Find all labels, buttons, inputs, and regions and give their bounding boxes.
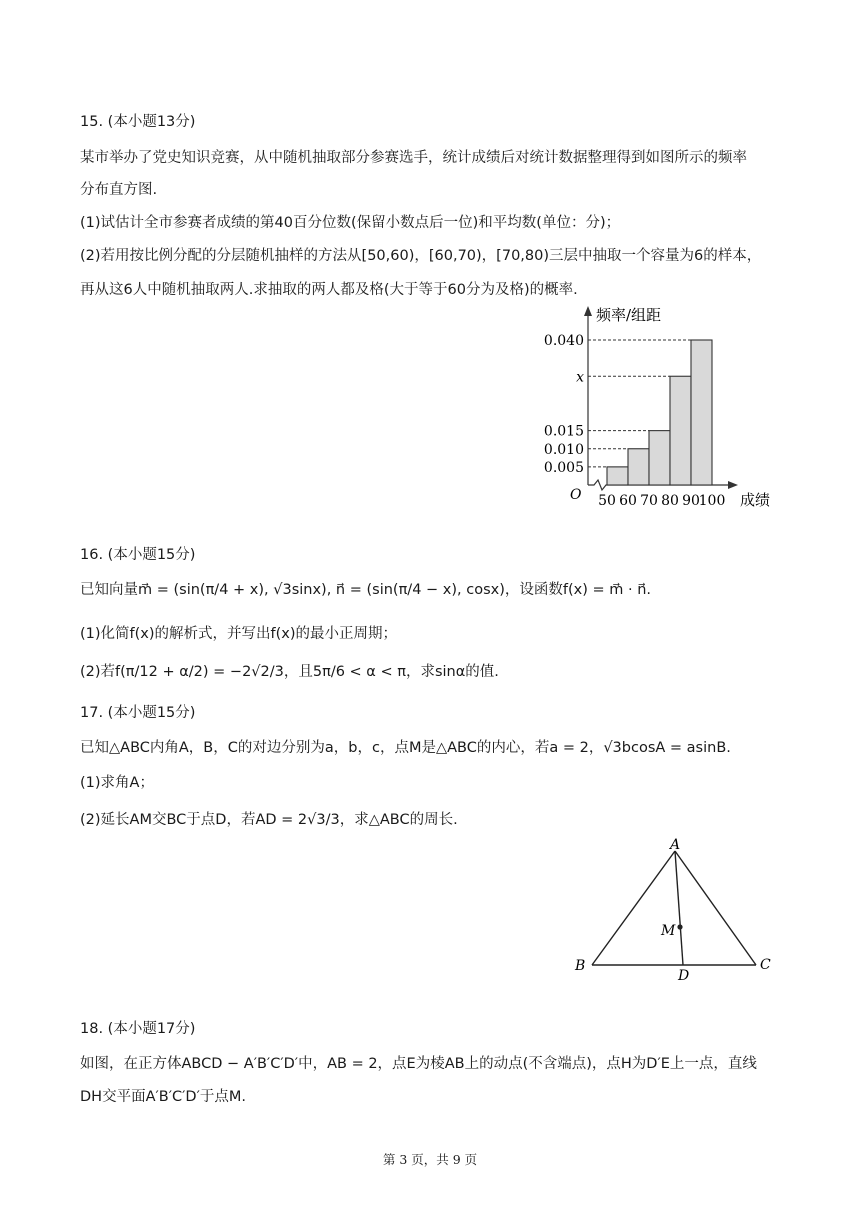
q15-line-5: 再从这6人中随机抽取两人.求抽取的两人都及格(大于等于60分为及格)的概率.: [80, 282, 578, 298]
y-tick-label: 0.040: [543, 333, 584, 349]
y-tick-label: 0.005: [543, 459, 584, 476]
page-footer: 第 3 页，共 9 页: [382, 1152, 478, 1167]
label-b: B: [575, 958, 586, 974]
q16-line-3: (2)若f(π/12 + α/2) = −2√2/3，且5π/6 < α < π，求sinα的值.: [80, 664, 499, 680]
y-tick-label: x: [576, 369, 584, 386]
q17-header: 17. (本小题15分): [80, 705, 196, 721]
frequency-histogram: [530, 300, 790, 515]
q16-line-2: (1)化简f(x)的解析式，并写出f(x)的最小正周期；: [80, 626, 398, 642]
q18-header: 18. (本小题17分): [80, 1021, 196, 1037]
q18-line-1: 如图，在正方体ABCD − A′B′C′D′中，AB = 2，点E为棱AB上的动点(不含端点)，点H为D′E上一点，直线: [80, 1056, 757, 1072]
histogram-bar: [628, 449, 649, 485]
q15-line-4: (2)若用按比例分配的分层随机抽样的方法从[50,60)，[60,70)，[70,80)三层中抽取一个容量为6的样本，: [80, 248, 762, 264]
histogram-bar: [607, 467, 628, 485]
y-axis-label: 频率/组距: [596, 306, 662, 324]
x-axis-label: 成绩: [740, 491, 771, 509]
y-tick-label: 0.015: [543, 423, 584, 440]
side-ac: [675, 851, 756, 965]
y-tick-label: 0.010: [543, 441, 584, 458]
y-axis-arrow: [584, 306, 592, 316]
x-tick-label: 90: [682, 493, 700, 509]
x-tick-label: 70: [640, 493, 658, 509]
q17-line-3: (2)延长AM交BC于点D，若AD = 2√3/3，求△ABC的周长.: [80, 812, 458, 828]
x-tick-label: 100: [698, 493, 726, 509]
label-c: C: [760, 957, 771, 973]
label-d: D: [678, 968, 690, 984]
q16-header: 16. (本小题15分): [80, 547, 196, 563]
triangle-figure: [565, 835, 785, 985]
q15-line-1: 某市举办了党史知识竞赛，从中随机抽取部分参赛选手，统计成绩后对统计数据整理得到如图所示的频率: [80, 150, 747, 166]
x-tick-label: 80: [661, 493, 679, 509]
segment-ad: [675, 851, 683, 965]
q15-line-3: (1)试估计全市参赛者成绩的第40百分位数(保留小数点后一位)和平均数(单位：分)；: [80, 215, 621, 231]
q15-header: 15. (本小题13分): [80, 114, 196, 130]
q17-line-2: (1)求角A；: [80, 775, 154, 791]
label-m: M: [661, 923, 676, 939]
label-a: A: [670, 837, 681, 853]
x-tick-label: 50: [598, 493, 616, 509]
q16-line-1: 已知向量m⃗ = (sin(π/4 + x), √3sinx), n⃗ = (sin(π/4 − x), cosx)，设函数f(x) = m⃗ · n⃗.: [80, 582, 652, 598]
q17-line-1: 已知△ABC内角A，B，C的对边分别为a，b，c，点M是△ABC的内心，若a = 2，√3bcosA = asinB.: [80, 740, 731, 756]
side-ab: [592, 851, 675, 965]
histogram-bar: [670, 376, 691, 485]
histogram-bar: [649, 431, 670, 485]
point-m: [677, 924, 682, 929]
histogram-bar: [691, 340, 712, 485]
x-tick-label: 60: [619, 493, 637, 509]
origin-label: O: [570, 487, 582, 503]
x-axis-arrow: [728, 481, 738, 489]
q15-line-2: 分布直方图.: [80, 182, 158, 198]
q18-line-2: DH交平面A′B′C′D′于点M.: [80, 1089, 247, 1105]
